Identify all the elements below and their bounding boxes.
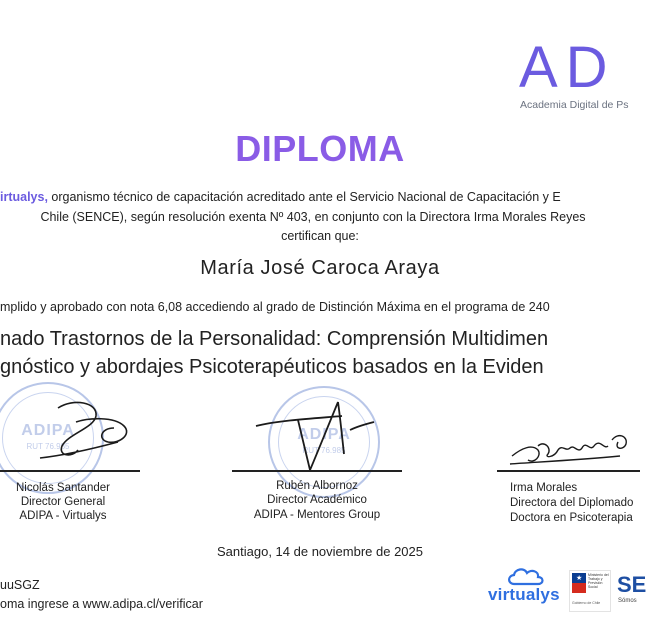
intro-line-3: certifican que: [281,229,359,243]
intro-line-2: Chile (SENCE), según resolución exenta Nº 403, en conjunto con la Directora Irma Morales Reyes [40,210,586,224]
issue-date: Santiago, 14 de noviembre de 2025 [217,544,423,559]
sence-logo-sub: Sómos [618,598,637,604]
signatory-2-role: Director Académico [267,494,367,506]
virtualys-brand-text: irtualys, [0,190,48,204]
adipa-seal-left: ADIPA RUT 76.985 [0,382,104,494]
signatory-2-org: ADIPA - Mentores Group [253,509,381,521]
virtualys-logo: virtualys [488,585,560,604]
signature-santander [28,398,138,470]
adipa-logo-subtitle: Academia Digital de Ps [520,99,629,111]
verification-code: uuSGZ [0,578,40,592]
program-title-line-2: gnóstico y abordajes Psicoterapéuticos basados en la Eviden [0,356,544,378]
signature-line-2 [232,470,402,472]
sence-logo: SE [617,572,646,597]
signatory-3-role: Directora del Diplomado [510,497,634,509]
signatory-3-name: Irma Morales [510,482,578,494]
signatory-1-org: ADIPA - Virtualys [19,510,107,522]
adipa-seal-center: ADIPA RUT 76.985 [268,386,380,498]
ministry-logo: ★ Ministerio del Trabajo y Previsión Social Gobierno de Chile [569,570,611,612]
verification-instructions[interactable]: oma ingrese a www.adipa.cl/verificar [0,597,203,611]
cloud-icon [506,566,546,586]
intro-line-1: irtualys, organismo técnico de capacitación acreditado ante el Servicio Nacional de Capacitación y E [0,190,561,204]
signatory-1-name: Nicolás Santander [16,482,110,494]
signatory-1-role: Director General [20,496,106,508]
signature-albornoz [250,396,380,474]
completion-statement: mplido y aprobado con nota 6,08 accediendo al grado de Distinción Máxima en el programa de 240 [0,300,550,314]
signatory-2-name: Rubén Albornoz [276,480,358,492]
diploma-title: DIPLOMA [235,128,405,169]
recipient-name: María José Caroca Araya [200,257,440,279]
signatory-3-org: Doctora en Psicoterapia [510,512,633,524]
signature-line-3 [497,470,640,472]
adipa-logo [519,34,616,101]
signature-morales [508,418,638,472]
adipa-logo-mark: AD [519,35,616,100]
program-title-line-1: nado Trastornos de la Personalidad: Comprensión Multidimen [0,328,549,350]
signature-line-1 [0,470,140,472]
